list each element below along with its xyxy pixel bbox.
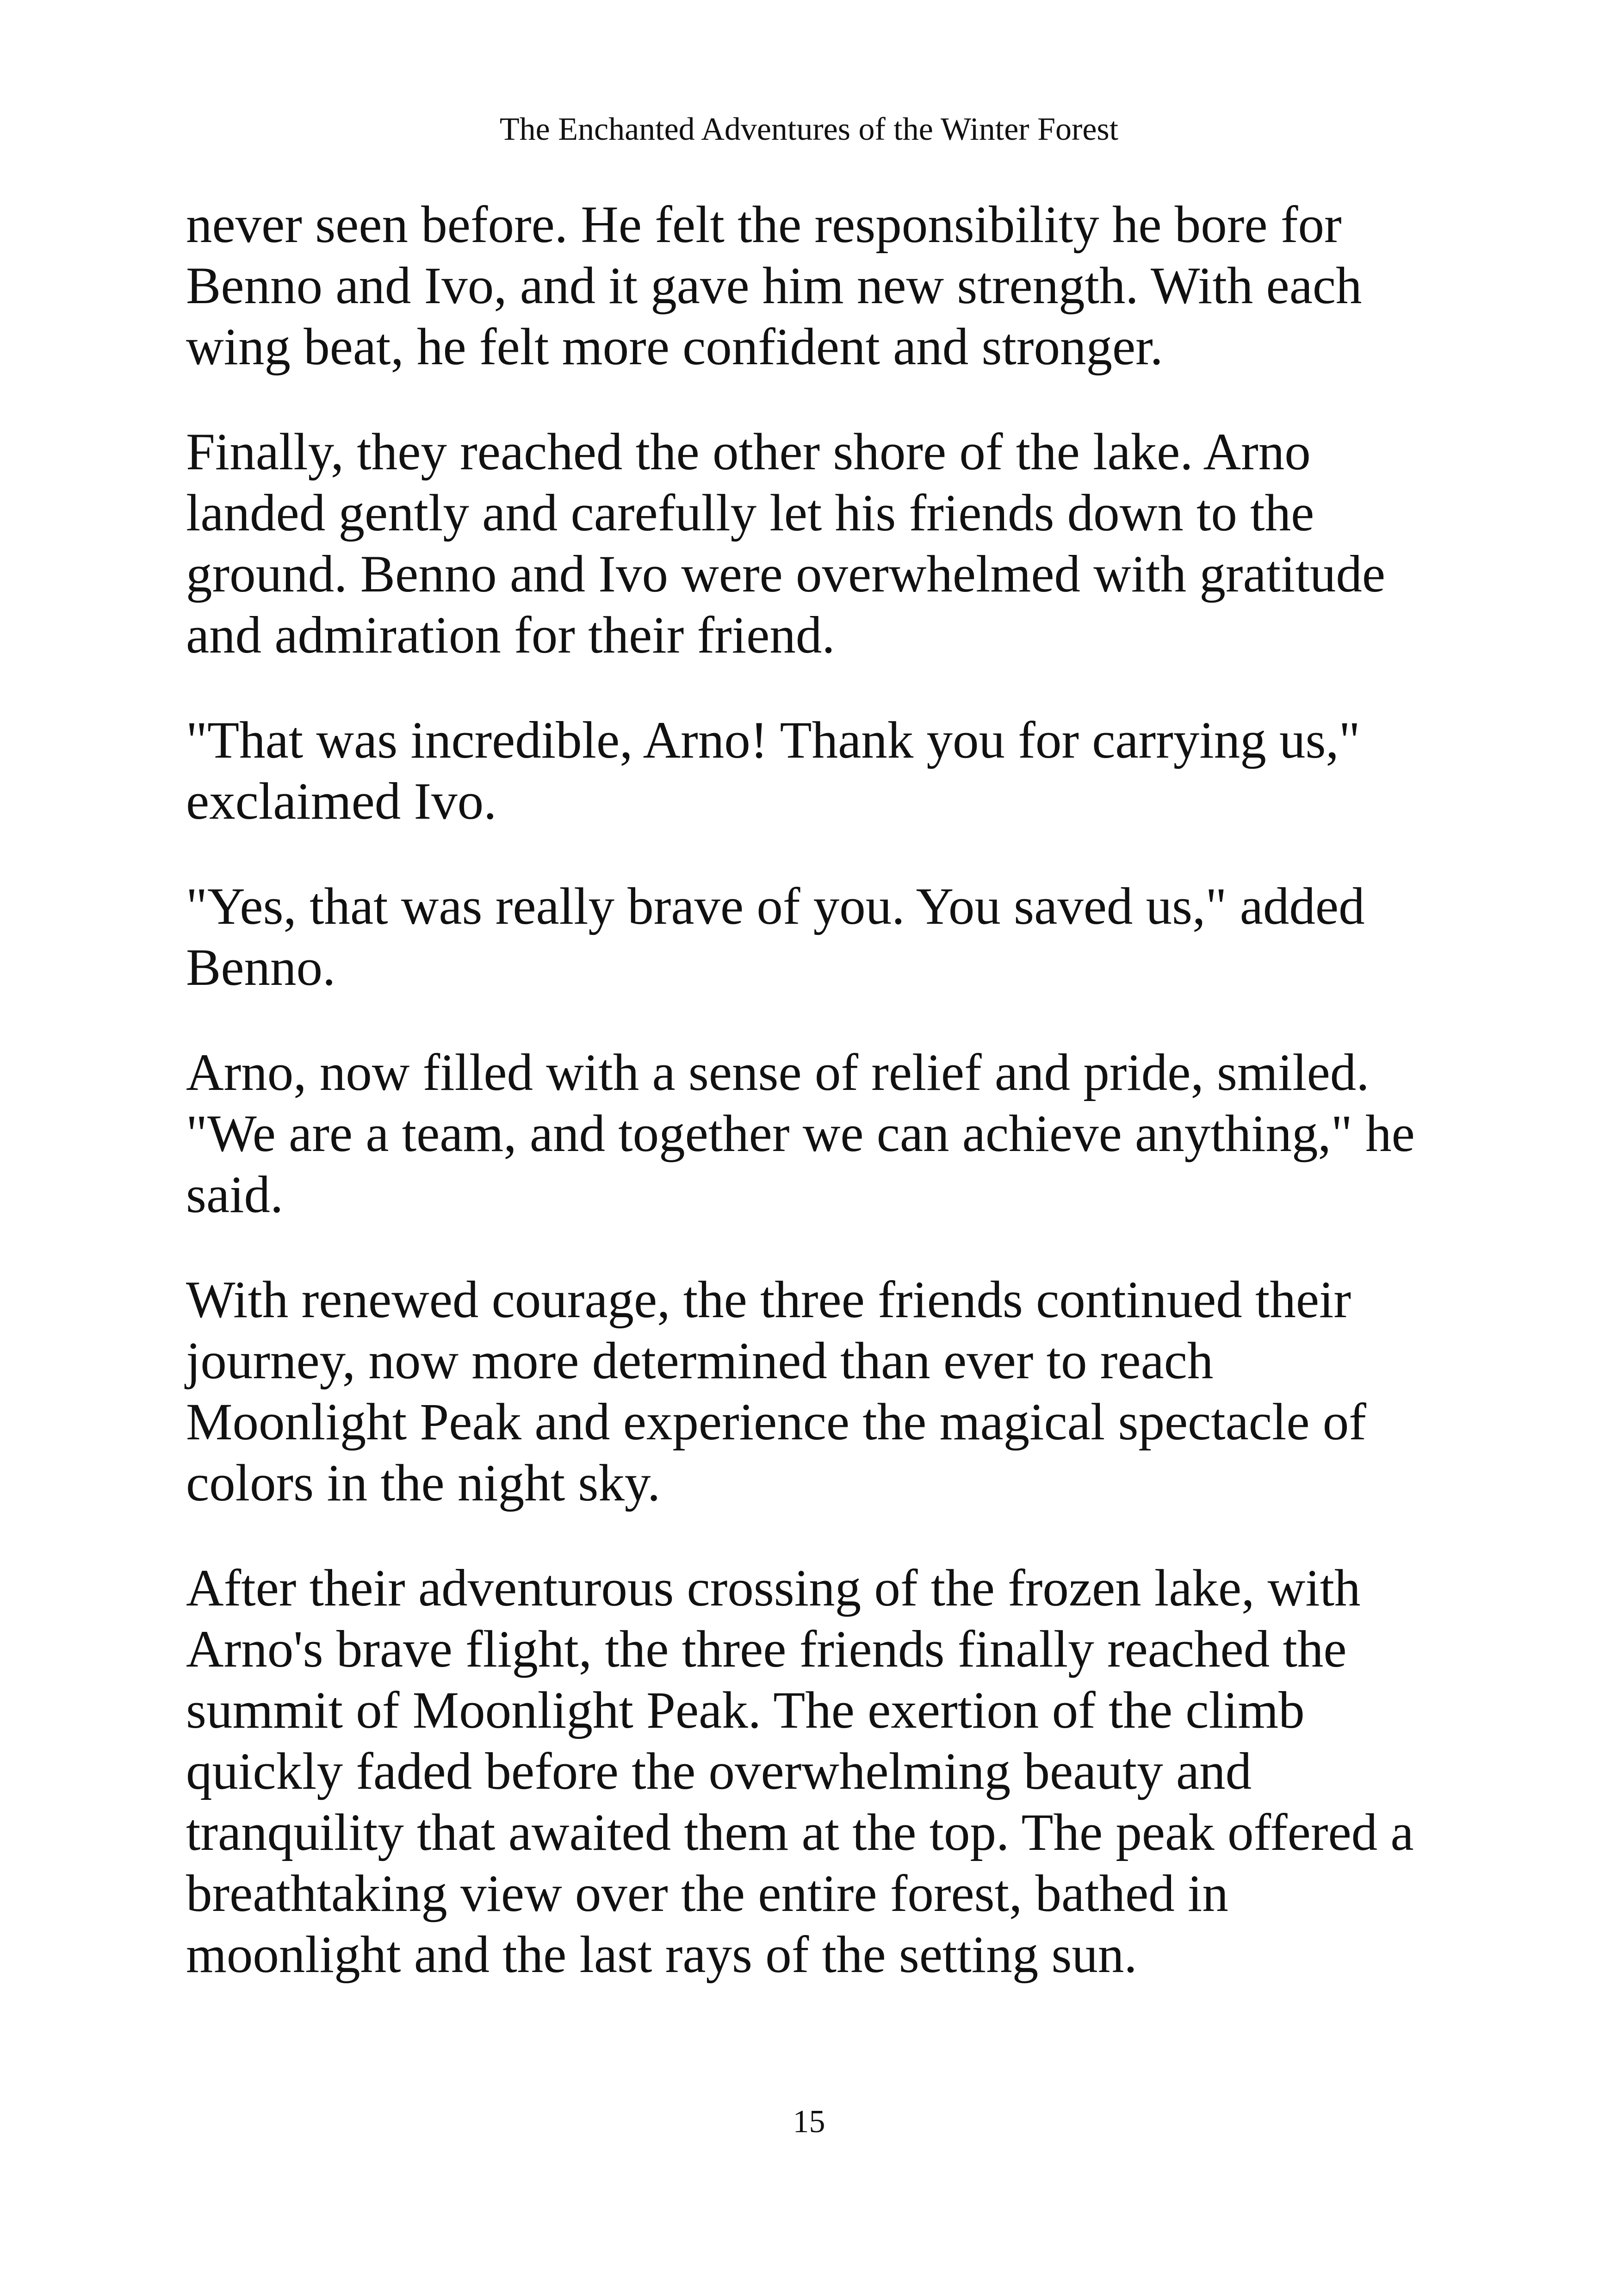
paragraph-1	[186, 194, 1458, 378]
text-line: Arno, now filled with a sense of relief and pride, smiled.	[186, 1044, 1370, 1101]
page-number: 15	[793, 2104, 825, 2140]
text-line: landed gently and carefully let his friends down to the	[186, 484, 1314, 542]
text-line: said.	[186, 1166, 284, 1224]
text-line: After their adventurous crossing of the frozen lake, with	[186, 1559, 1361, 1617]
paragraph-2	[186, 422, 1458, 666]
text-line: "Yes, that was really brave of you. You saved us," added	[186, 877, 1365, 935]
text-line: tranquility that awaited them at the top. The peak offered a	[186, 1804, 1414, 1861]
text-line: "We are a team, and together we can achieve anything," he	[186, 1105, 1415, 1163]
text-line: and admiration for their friend.	[186, 606, 835, 664]
text-line: "That was incredible, Arno! Thank you for carrying us,"	[186, 711, 1360, 769]
text-line: breathtaking view over the entire forest, bathed in	[186, 1865, 1228, 1923]
text-line: ground. Benno and Ivo were overwhelmed with gratitude	[186, 545, 1385, 603]
text-line: exclaimed Ivo.	[186, 772, 497, 830]
text-line: quickly faded before the overwhelming beauty and	[186, 1742, 1252, 1800]
running-header: The Enchanted Adventures of the Winter Forest	[499, 112, 1119, 147]
text-line: never seen before. He felt the responsibility he bore for	[186, 196, 1342, 254]
text-line: Arno's brave flight, the three friends finally reached the	[186, 1620, 1347, 1678]
text-line: summit of Moonlight Peak. The exertion of the climb	[186, 1681, 1305, 1739]
text-line: wing beat, he felt more confident and stronger.	[186, 318, 1163, 376]
text-line: With renewed courage, the three friends continued their	[186, 1271, 1351, 1329]
paragraph-5	[186, 1042, 1458, 1226]
paragraph-7	[186, 1558, 1458, 1985]
paragraph-6	[186, 1269, 1458, 1514]
paragraph-3	[186, 710, 1458, 832]
text-line: Moonlight Peak and experience the magical spectacle of	[186, 1393, 1366, 1451]
text-line: Benno.	[186, 939, 336, 996]
paragraph-4	[186, 876, 1458, 998]
text-line: moonlight and the last rays of the setting sun.	[186, 1926, 1137, 1984]
text-line: journey, now more determined than ever to reach	[186, 1332, 1214, 1390]
body-text	[186, 194, 1458, 2029]
text-line: Finally, they reached the other shore of the lake. Arno	[186, 423, 1311, 481]
text-line: colors in the night sky.	[186, 1454, 661, 1512]
text-line: Benno and Ivo, and it gave him new strength. With each	[186, 257, 1362, 315]
